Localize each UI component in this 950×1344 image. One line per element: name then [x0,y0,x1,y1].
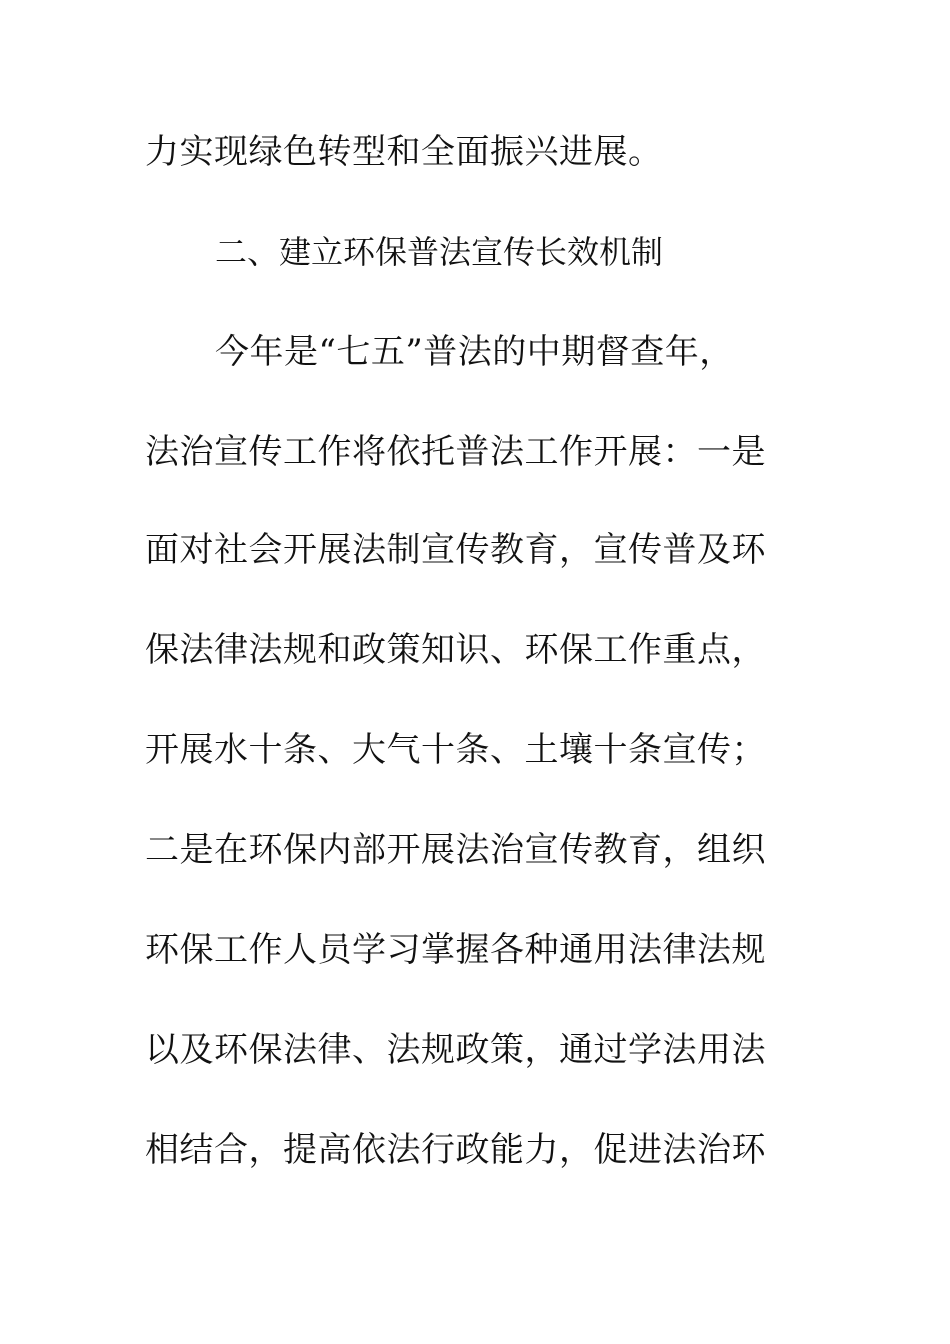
paragraph-line-3: 法治宣传工作将依托普法工作开展：一是 [145,432,766,472]
paragraph-line-1: 力实现绿色转型和全面振兴进展。 [145,132,663,172]
paragraph-line-10: 相结合，提高依法行政能力，促进法治环 [145,1130,766,1170]
paragraph-line-8: 环保工作人员学习掌握各种通用法律法规 [145,930,766,970]
paragraph-line-6: 开展水十条、大气十条、土壤十条宣传； [145,730,766,770]
section-heading: 二、建立环保普法宣传长效机制 [215,233,664,271]
paragraph-line-7: 二是在环保内部开展法治宣传教育，组织 [145,830,766,870]
paragraph-line-5: 保法律法规和政策知识、环保工作重点， [145,630,766,670]
paragraph-line-2: 今年是“七五”普法的中期督查年， [215,332,734,372]
paragraph-line-4: 面对社会开展法制宣传教育，宣传普及环 [145,530,766,570]
paragraph-line-9: 以及环保法律、法规政策，通过学法用法 [145,1030,766,1070]
